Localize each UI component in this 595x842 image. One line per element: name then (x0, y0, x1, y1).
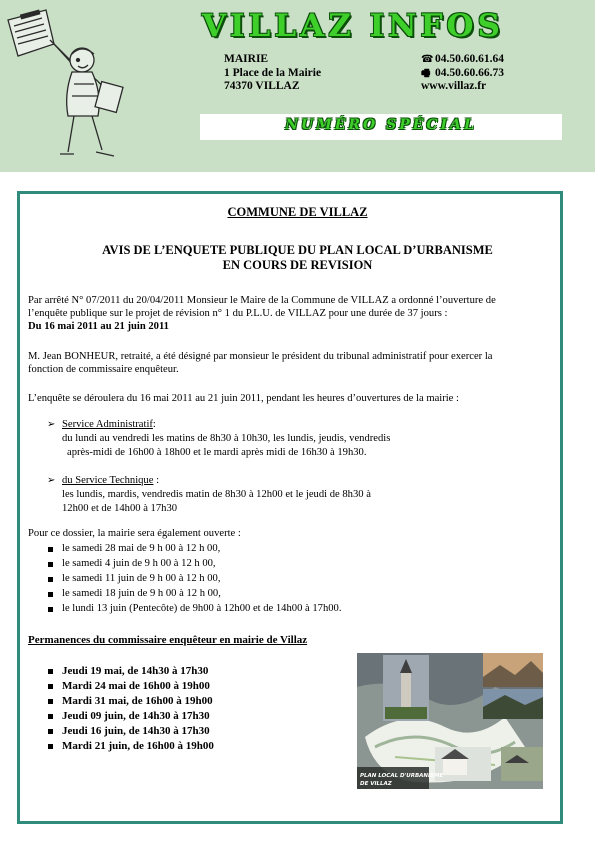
notice-title (0, 243, 595, 273)
mairie-address (224, 53, 321, 94)
notice-title-line: EN COURS DE REVISION (222, 258, 373, 272)
paragraph-line: l’enquête publique sur le projet de révision n° 1 du P.L.U. de VILLAZ pour une durée de 37 jours : (28, 308, 448, 319)
list-item: le samedi 4 juin de 9 h 00 à 12 h 00, (62, 558, 216, 569)
contact-block (421, 53, 504, 94)
service-tech: du Service Technique : les lundis, mardis, vendredis matin de 8h30 à 12h00 et le jeudi de 8h30 à 12h00 et de 14h00 à 17h30 (62, 475, 371, 514)
service-line: après-midi de 16h00 à 18h00 et le mardi après midi de 16h30 à 19h30. (67, 447, 367, 458)
photo-caption: PLAN LOCAL D'URBANISME (360, 773, 444, 779)
list-item: Jeudi 19 mai, de 14h30 à 17h30 (62, 665, 209, 677)
bullet-icon (48, 607, 53, 612)
website-link[interactable]: www.villaz.fr (421, 80, 487, 92)
service-line: 12h00 et de 14h00 à 17h30 (62, 503, 178, 514)
address-line: 74370 VILLAZ (224, 80, 300, 92)
newspaper-reader-mascot-icon (2, 4, 142, 164)
list-item: le samedi 28 mai de 9 h 00 à 12 h 00, (62, 543, 221, 554)
bullet-icon (48, 547, 53, 552)
paragraph-line: Par arrêté N° 07/2011 du 20/04/2011 Monsieur le Maire de la Commune de VILLAZ a ordonné l’ouverture de (28, 295, 496, 306)
special-issue-label: NUMÉRO SPÉCIAL (285, 117, 477, 133)
list-item: le samedi 18 juin de 9 h 00 à 12 h 00, (62, 588, 221, 599)
fax-icon: 🖷 (421, 67, 431, 79)
fax-number: 04.50.60.66.73 (435, 66, 504, 79)
phone-number: 04.50.60.61.64 (435, 53, 504, 65)
service-admin-label: Service Administratif (62, 419, 153, 430)
service-line: les lundis, mardis, vendredis matin de 8h30 à 12h00 et le jeudi de 8h30 à (62, 489, 371, 500)
arrow-bullet-icon: ➢ (47, 475, 56, 486)
inquiry-dates: Du 16 mai 2011 au 21 juin 2011 (28, 321, 169, 332)
newsletter-title: VILLAZ INFOS (202, 8, 504, 44)
service-line: du lundi au vendredi les matins de 8h30 à 10h30, les lundis, jeudis, vendredis (62, 433, 391, 444)
commissioner-paragraph (28, 350, 558, 376)
bullet-icon (48, 729, 53, 734)
service-admin: Service Administratif: du lundi au vendredi les matins de 8h30 à 10h30, les lundis, jeudis, vendredis après-midi de 16h00 à 18h00 et le mardi après midi de 16h30 à 19h30. (62, 419, 391, 458)
list-item: Mardi 21 juin, de 16h00 à 19h00 (62, 740, 214, 752)
permanences-heading: Permanences du commissaire enquêteur en mairie de Villaz (28, 634, 308, 646)
list-item: Jeudi 16 juin, de 14h30 à 17h30 (62, 725, 210, 737)
decree-paragraph (28, 294, 558, 333)
address-line: MAIRIE (224, 53, 269, 65)
commune-heading: COMMUNE DE VILLAZ (227, 205, 368, 219)
notice-title-line: AVIS DE L’ENQUETE PUBLIQUE DU PLAN LOCAL D’URBANISME (102, 243, 493, 257)
schedule-paragraph: L’enquête se déroulera du 16 mai 2011 au 21 juin 2011, pendant les heures d’ouvertures de la mairie : (28, 393, 459, 404)
arrow-bullet-icon: ➢ (47, 419, 56, 430)
bullet-icon (48, 714, 53, 719)
paragraph-line: M. Jean BONHEUR, retraité, a été désigné par monsieur le président du tribunal administratif pour exercer la (28, 351, 493, 362)
service-tech-label: du Service Technique (62, 475, 154, 486)
plu-collage-image (355, 647, 549, 791)
list-item: Jeudi 09 juin, de 14h30 à 17h30 (62, 710, 210, 722)
bullet-icon (48, 562, 53, 567)
paragraph-line: fonction de commissaire enquêteur. (28, 364, 179, 375)
bullet-icon (48, 684, 53, 689)
list-item: le lundi 13 juin (Pentecôte) de 9h00 à 12h00 et de 14h00 à 17h00. (62, 603, 342, 614)
list-item: le samedi 11 juin de 9 h 00 à 12 h 00, (62, 573, 221, 584)
address-line: 1 Place de la Mairie (224, 66, 322, 79)
bullet-icon (48, 669, 53, 674)
list-item: Mardi 31 mai, de 16h00 à 19h00 (62, 695, 213, 707)
bullet-icon (48, 577, 53, 582)
list-item: Mardi 24 mai de 16h00 à 19h00 (62, 680, 210, 692)
special-issue-banner (200, 114, 562, 140)
bullet-icon (48, 592, 53, 597)
telephone-icon: ☎ (421, 54, 434, 65)
header-banner (0, 0, 595, 172)
photo-caption: DE VILLAZ (360, 781, 392, 787)
extra-openings-intro: Pour ce dossier, la mairie sera également ouverte : (28, 528, 241, 539)
bullet-icon (48, 699, 53, 704)
bullet-icon (48, 744, 53, 749)
